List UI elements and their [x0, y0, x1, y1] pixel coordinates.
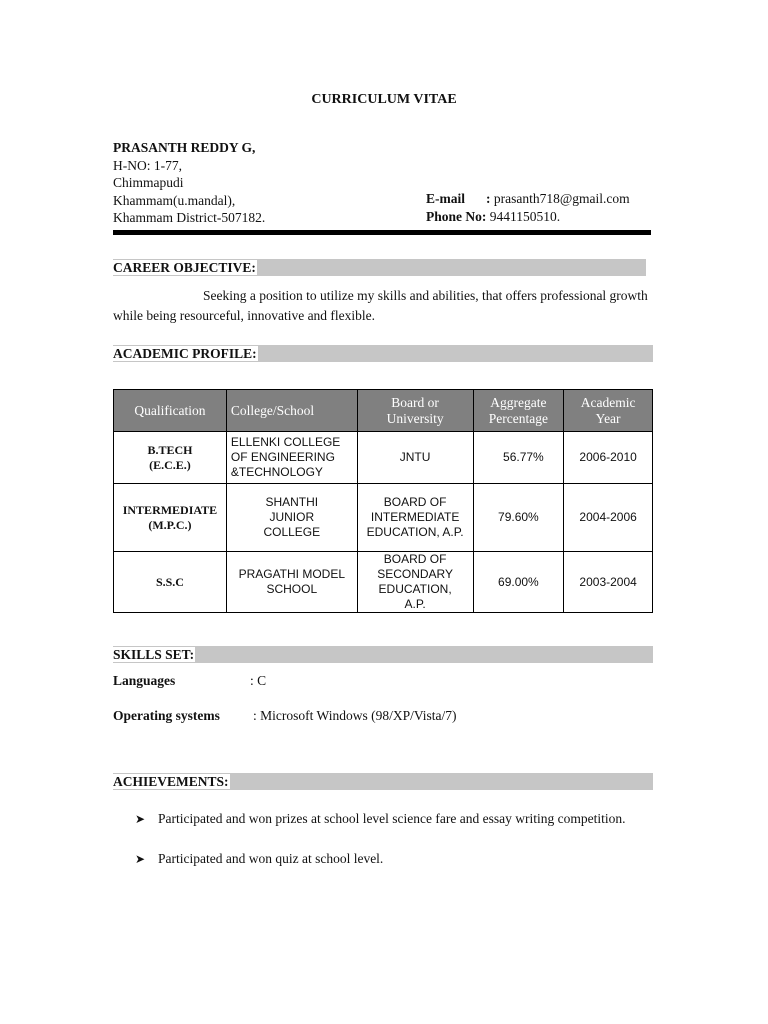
- address-line: Chimmapudi: [113, 175, 184, 190]
- header-qualification: Qualification: [114, 390, 227, 432]
- section-career-objective: [113, 259, 646, 276]
- cell-school: ELLENKI COLLEGE OF ENGINEERING &TECHNOLOGY: [226, 432, 357, 484]
- section-achievements: [113, 773, 653, 790]
- header-divider: [113, 230, 651, 235]
- cell-school: PRAGATHI MODEL SCHOOL: [226, 552, 357, 613]
- header-board: Board or University: [357, 390, 473, 432]
- section-heading: CAREER OBJECTIVE:: [113, 260, 256, 275]
- cell-school: SHANTHI JUNIOR COLLEGE: [226, 484, 357, 552]
- section-academic-profile: [113, 345, 653, 362]
- header-college: College/School: [226, 390, 357, 432]
- phone-row: [426, 208, 630, 226]
- table-row: [114, 552, 653, 613]
- cell-board: JNTU: [357, 432, 473, 484]
- cell-year: 2006-2010: [564, 432, 653, 484]
- address-line: H-NO: 1-77,: [113, 157, 182, 173]
- skill-languages: [113, 672, 266, 690]
- cell-year: 2003-2004: [564, 552, 653, 613]
- academic-table: [113, 389, 653, 613]
- cell-board: BOARD OF INTERMEDIATE EDUCATION, A.P.: [357, 484, 473, 552]
- address-block: [113, 139, 265, 227]
- skill-operating-systems: [113, 707, 457, 725]
- email-label: E-mail: [426, 191, 465, 206]
- cell-qualification: S.S.C: [114, 552, 227, 613]
- phone-label: Phone No:: [426, 208, 487, 224]
- achievement-text: Participated and won prizes at school level science fare and essay writing competition.: [158, 811, 626, 826]
- arrow-bullet-icon: ➤: [135, 812, 146, 826]
- cell-qualification: INTERMEDIATE (M.P.C.): [114, 484, 227, 552]
- header-aggregate: Aggregate Percentage: [473, 390, 564, 432]
- skill-value: : Microsoft Windows (98/XP/Vista/7): [253, 708, 457, 723]
- section-skills-set: [113, 646, 653, 663]
- skill-label: Operating systems: [113, 708, 220, 723]
- table-row: [114, 432, 653, 484]
- skill-label: Languages: [113, 673, 176, 688]
- career-objective-text: Seeking a position to utilize my skills and abilities, that offers professional growth while being resourceful, innovative and flexible.: [113, 288, 648, 323]
- document-title: CURRICULUM VITAE: [311, 92, 457, 107]
- cell-board: BOARD OF SECONDARY EDUCATION, A.P.: [357, 552, 473, 613]
- section-heading: ACADEMIC PROFILE:: [113, 346, 257, 361]
- cell-year: 2004-2006: [564, 484, 653, 552]
- arrow-bullet-icon: ➤: [135, 852, 146, 866]
- address-line: Khammam District-507182.: [113, 210, 266, 225]
- email-value: prasanth718@gmail.com: [493, 191, 630, 206]
- achievement-text: Participated and won quiz at school level.: [158, 851, 384, 866]
- cell-percentage: 69.00%: [473, 552, 564, 613]
- email-separator: :: [486, 191, 491, 206]
- candidate-name: PRASANTH REDDY G,: [113, 140, 256, 155]
- skill-value: : C: [250, 673, 267, 688]
- achievement-item: [135, 849, 655, 869]
- cell-percentage: 79.60%: [473, 484, 564, 552]
- section-heading: SKILLS SET:: [113, 647, 195, 662]
- cell-percentage: 56.77%: [473, 432, 564, 484]
- section-heading: ACHIEVEMENTS:: [113, 774, 229, 789]
- phone-value: 9441150510.: [489, 208, 561, 224]
- cell-qualification: B.TECH (E.C.E.): [114, 432, 227, 484]
- table-header-row: [114, 390, 653, 432]
- header-year: Academic Year: [564, 390, 653, 432]
- achievement-item: [135, 809, 655, 829]
- address-line: Khammam(u.mandal),: [113, 192, 236, 208]
- contact-block: [426, 190, 630, 225]
- table-row: [114, 484, 653, 552]
- email-row: [426, 190, 630, 208]
